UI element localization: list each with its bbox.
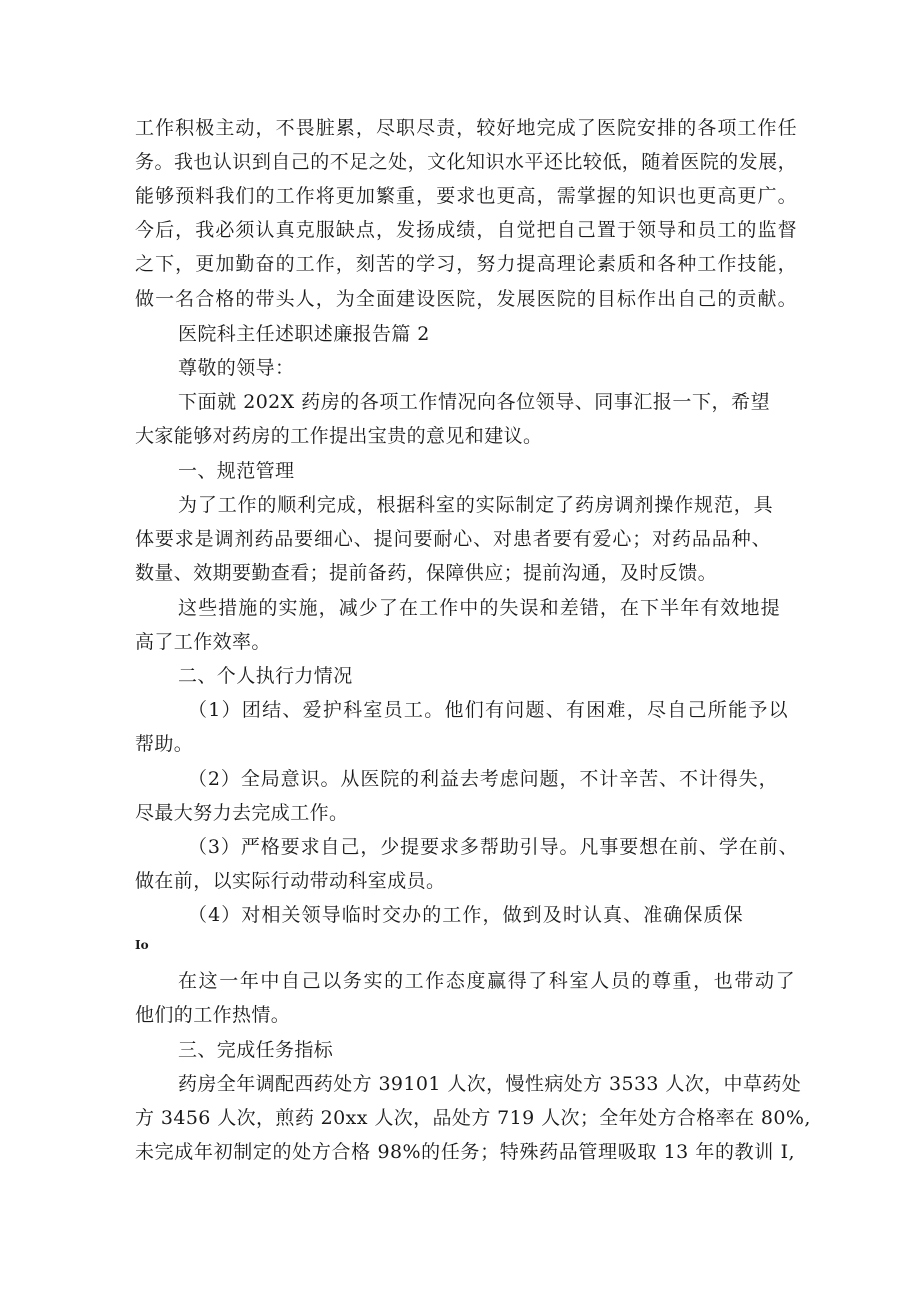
- text-line: （2）全局意识。从医院的利益去考虑问题，不计辛苦、不计得失，: [188, 768, 778, 790]
- text-line: 今后，我必须认真克服缺点，发扬成绩，自觉把自己置于领导和员工的监督: [135, 219, 797, 241]
- text-line: （3）严格要求自己，少提要求多帮助引导。凡事要想在前、学在前、: [188, 836, 798, 858]
- text-line: 为了工作的顺利完成，根据科室的实际制定了药房调剂操作规范，具: [178, 494, 773, 516]
- text-line: 未完成年初制定的处方合格 98%的任务；特殊药品管理吸取 13 年的教训 I,: [135, 1141, 795, 1163]
- text-line: （4）对相关领导临时交办的工作，做到及时认真、准确保质保: [188, 904, 743, 926]
- text-line: 大家能够对药房的工作提出宝贵的意见和建议。: [135, 425, 543, 447]
- text-line: 这些措施的实施，减少了在工作中的失误和差错，在下半年有效地提: [178, 597, 780, 619]
- text-line: 尽最大努力去完成工作。: [135, 802, 349, 824]
- text-line: 在这一年中自己以务实的工作态度赢得了科室人员的尊重，也带动了: [178, 970, 795, 992]
- text-line: 之下，更加勤奋的工作，刻苦的学习，努力提高理论素质和各种工作技能，: [135, 253, 797, 275]
- text-line: 务。我也认识到自己的不足之处，文化知识水平还比较低，随着医院的发展，: [135, 151, 797, 173]
- text-line: （1）团结、爱护科室员工。他们有问题、有困难，尽自己所能予以: [188, 699, 788, 721]
- text-line: 他们的工作热情。: [135, 1004, 291, 1026]
- text-line: 数量、效期要勤查看；提前备药，保障供应；提前沟通，及时反馈。: [135, 562, 718, 584]
- stray-mark: Io: [135, 938, 149, 952]
- text-line: 药房全年调配西药处方 39101 人次，慢性病处方 3533 人次，中草药处: [178, 1073, 802, 1095]
- text-line: 工作积极主动，不畏脏累，尽职尽责，较好地完成了医院安排的各项工作任: [135, 117, 797, 139]
- text-line: 方 3456 人次，煎药 20xx 人次，品处方 719 人次；全年处方合格率在 80%,: [135, 1107, 811, 1129]
- text-line: 帮助。: [135, 733, 194, 755]
- salutation: 尊敬的领导：: [178, 357, 295, 379]
- text-line: 下面就 202X 药房的各项工作情况向各位领导、同事汇报一下，希望: [178, 391, 770, 413]
- text-line: 能够预料我们的工作将更加繁重，要求也更高，需掌握的知识也更高更广。: [135, 185, 797, 207]
- text-line: 做一名合格的带头人，为全面建设医院，发展医院的目标作出自己的贡献。: [135, 288, 797, 310]
- text-line: 高了工作效率。: [135, 631, 271, 653]
- text-line: 体要求是调剂药品要细心、提问要耐心、对患者要有爱心；对药品品种、: [135, 528, 771, 550]
- text-line: 做在前，以实际行动带动科室成员。: [135, 870, 446, 892]
- heading-personal-execution: 二、个人执行力情况: [178, 665, 353, 687]
- section-title: 医院科主任述职述廉报告篇 2: [178, 323, 430, 345]
- heading-standard-management: 一、规范管理: [178, 460, 295, 482]
- heading-task-indicators: 三、完成任务指标: [178, 1039, 334, 1061]
